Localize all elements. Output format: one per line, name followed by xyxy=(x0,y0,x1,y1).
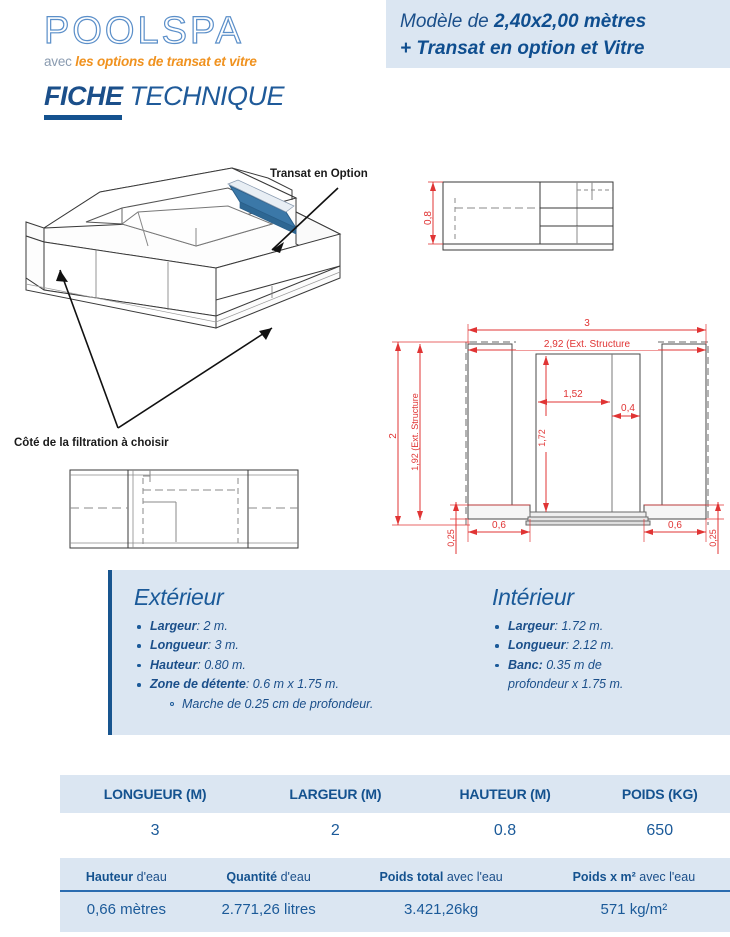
plan-view xyxy=(70,470,298,548)
drawings-svg xyxy=(0,150,730,560)
spec-key: Zone de détente xyxy=(150,677,246,692)
logo-block xyxy=(44,12,374,120)
spec-exterior-sublist xyxy=(150,695,470,714)
header-key: Quantité xyxy=(226,870,278,884)
list-item xyxy=(492,636,730,655)
dimension-ext-depth xyxy=(410,344,423,520)
specifications-panel xyxy=(108,570,730,735)
dimension-total-depth xyxy=(388,342,470,525)
list-item xyxy=(134,636,470,655)
water-table-body xyxy=(60,891,730,932)
spec-value: 0.80 m. xyxy=(204,657,246,672)
header-key: Hauteur xyxy=(85,870,134,884)
spec-value: 1.72 m. xyxy=(561,619,604,633)
dimensions-table xyxy=(60,775,730,852)
header-rest: avec l'eau xyxy=(635,870,696,884)
dimensions-table-element xyxy=(60,775,730,852)
transat-label: Transat en Option xyxy=(270,168,368,180)
dimension-0-6-left-label: 0,6 xyxy=(492,520,506,531)
cell-longueur: 3 xyxy=(60,813,250,852)
model-banner-prefix: Modèle de xyxy=(400,11,495,32)
spec-value: 0.35 m de xyxy=(546,657,602,672)
header-key: Poids total xyxy=(379,870,444,884)
tagline-highlight: les options de transat et vitre xyxy=(75,54,257,69)
column-header-longueur: LONGUEUR (M) xyxy=(60,775,250,813)
dimension-0-25-right-label: 0,25 xyxy=(708,529,718,547)
spec-key: Hauteur xyxy=(150,657,198,672)
column-header-largeur: LARGEUR (M) xyxy=(250,775,420,813)
dimension-step-right xyxy=(644,519,706,542)
header-rest: avec l'eau xyxy=(443,870,503,884)
table-header-row xyxy=(60,775,730,813)
model-banner-line-1 xyxy=(400,9,720,36)
dimension-0-4-label: 0,4 xyxy=(621,403,635,414)
column-header-hauteur: HAUTEUR (M) xyxy=(421,775,590,813)
spec-value: 2 m. xyxy=(203,619,228,633)
spec-key: Largeur xyxy=(150,619,197,633)
header-rest: d'eau xyxy=(277,870,311,884)
list-item xyxy=(134,656,470,675)
water-table-element xyxy=(60,858,730,932)
list-item xyxy=(492,656,730,675)
spec-interior-list xyxy=(492,617,730,675)
cell-quantite-eau: 2.771,26 litres xyxy=(221,901,316,918)
spec-key: Largeur xyxy=(508,619,555,633)
spec-value: 0.6 m x 1.75 m. xyxy=(252,677,339,692)
cell-poids-m2: 571 kg/m² xyxy=(600,901,668,918)
title-underline xyxy=(44,115,122,120)
spec-exterior-column xyxy=(112,570,470,735)
cell-poids-total: 3.421,26kg xyxy=(403,901,479,918)
spec-value: 2.12 m. xyxy=(572,638,615,653)
cell-largeur: 2 xyxy=(250,813,420,852)
dimension-0-25-left-label: 0,25 xyxy=(446,529,456,547)
column-header-quantite-eau xyxy=(193,858,345,891)
dimension-1-52-label: 1,52 xyxy=(563,389,583,400)
document-title-light: TECHNIQUE xyxy=(122,81,285,111)
technical-drawings xyxy=(0,150,730,560)
spec-interior-title: Intérieur xyxy=(492,584,574,610)
header-key: Poids x m² xyxy=(572,870,636,884)
model-banner-line-2 xyxy=(400,36,720,63)
spec-sep: : xyxy=(196,619,204,633)
table-row xyxy=(60,891,730,932)
cell-hauteur-eau: 0,66 mètres xyxy=(86,901,166,918)
dimension-0-8-label: 0,8 xyxy=(423,211,434,225)
dimension-2-92-label: 2,92 (Ext. Structure xyxy=(543,339,631,350)
dimensions-table-body xyxy=(60,813,730,852)
spec-key: Banc: xyxy=(508,657,543,672)
spec-sep: : xyxy=(197,657,205,672)
spec-sep: : xyxy=(554,619,562,633)
spec-sep: : xyxy=(207,638,215,653)
column-header-poids-total xyxy=(344,858,537,891)
dimension-2-label: 2 xyxy=(388,433,399,439)
spec-interior-continuation: profondeur x 1.75 m. xyxy=(508,677,624,692)
water-table-head xyxy=(60,858,730,891)
column-header-poids: POIDS (KG) xyxy=(589,775,730,813)
filtration-label: Côté de la filtration à choisir xyxy=(14,437,169,449)
list-item xyxy=(492,617,730,636)
spec-value: 3 m. xyxy=(214,638,239,653)
column-header-poids-m2 xyxy=(538,858,730,891)
column-header-hauteur-eau xyxy=(60,858,193,891)
model-banner-size: 2,40x2,00 mètres xyxy=(494,11,647,32)
list-item: Marche de 0.25 cm de profondeur. xyxy=(168,695,470,714)
spec-key: Longueur xyxy=(150,638,208,653)
spec-sep: : xyxy=(245,677,253,692)
spec-exterior-title: Extérieur xyxy=(134,584,224,610)
dimensions-table-head xyxy=(60,775,730,813)
dimension-1-72-label: 1,72 xyxy=(537,429,547,447)
document-title-bold: FICHE xyxy=(44,81,123,111)
dimension-1-92-label: 1,92 (Ext. Structure xyxy=(410,393,420,471)
table-row xyxy=(60,813,730,852)
side-elevation-view xyxy=(443,182,613,250)
front-elevation-view xyxy=(466,342,708,525)
cell-poids: 650 xyxy=(589,813,730,852)
spec-exterior-list xyxy=(134,617,470,714)
header-rest: d'eau xyxy=(133,870,167,884)
spec-key: Longueur xyxy=(508,638,566,653)
table-header-row xyxy=(60,858,730,891)
brand-wordmark: POOLSPA xyxy=(44,10,244,52)
dimension-height-side xyxy=(423,182,443,244)
dimension-step-left xyxy=(468,519,530,542)
tagline-prefix: avec xyxy=(44,54,72,69)
model-banner xyxy=(386,0,730,68)
spec-sep: : xyxy=(565,638,573,653)
list-item xyxy=(134,675,470,714)
brand-tagline xyxy=(44,54,374,69)
dimension-0-6-right-label: 0,6 xyxy=(668,520,682,531)
spec-interior-column xyxy=(470,570,730,735)
water-table xyxy=(60,858,730,932)
dimension-3-label: 3 xyxy=(584,318,590,329)
document-title xyxy=(44,83,374,110)
list-item xyxy=(134,617,470,636)
cell-hauteur: 0.8 xyxy=(421,813,590,852)
model-banner-options: + Transat en option et Vitre xyxy=(400,37,645,59)
